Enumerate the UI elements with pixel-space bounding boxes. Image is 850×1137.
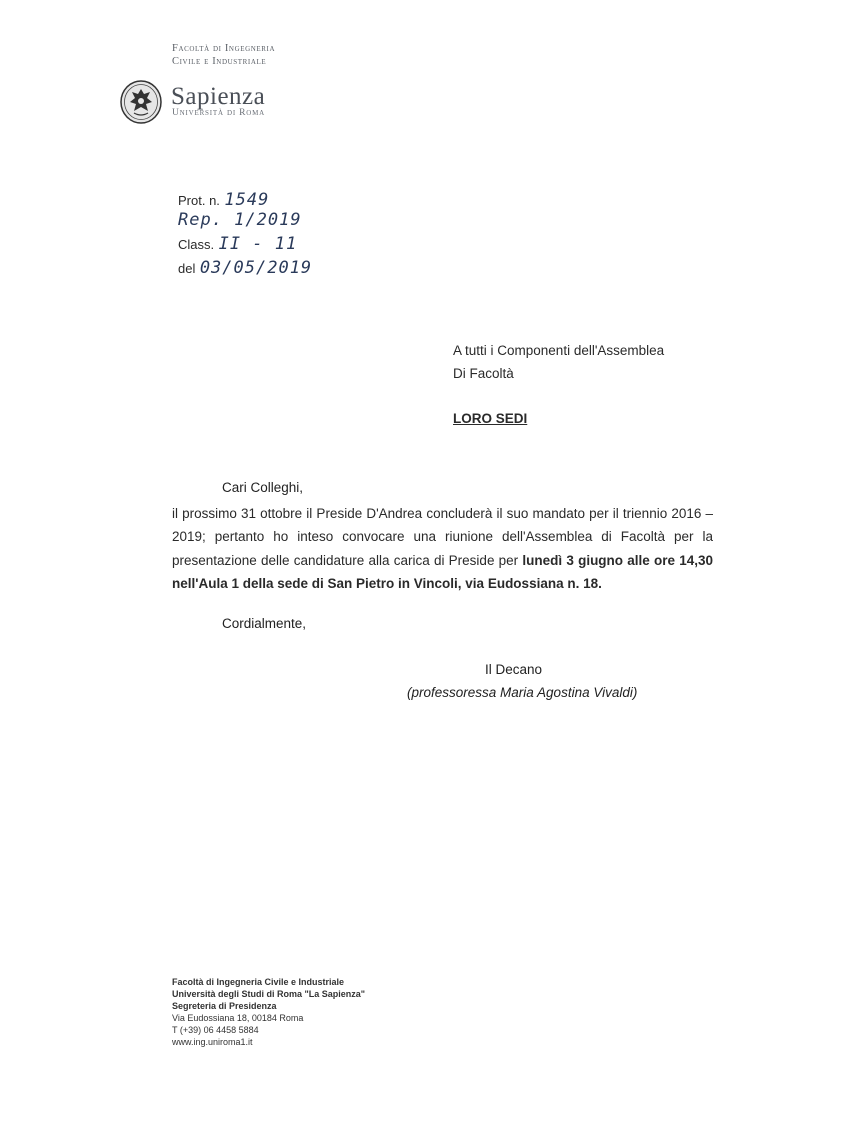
repertorio-value: Rep. 1/2019 bbox=[178, 210, 302, 230]
body-paragraph bbox=[172, 502, 713, 595]
protocol-label: Prot. n. bbox=[178, 193, 220, 208]
repertorio bbox=[178, 210, 302, 230]
footer-line5: T (+39) 06 4458 5884 bbox=[172, 1025, 259, 1035]
signature-title: Il Decano bbox=[485, 662, 543, 677]
faculty-name bbox=[172, 42, 275, 68]
signature-name: (professoressa Maria Agostina Vivaldi) bbox=[407, 685, 638, 700]
date-label: del bbox=[178, 261, 196, 276]
university-name: Sapienza bbox=[171, 83, 266, 110]
protocol-date bbox=[178, 258, 312, 278]
greeting: Cari Colleghi, bbox=[222, 480, 304, 495]
date-value: 03/05/2019 bbox=[199, 258, 313, 278]
footer-line2: Università degli Studi di Roma "La Sapienza" bbox=[172, 989, 366, 999]
class-value: II - 11 bbox=[218, 234, 298, 254]
protocol-number bbox=[178, 190, 269, 210]
footer-line1: Facoltà di Ingegneria Civile e Industriale bbox=[172, 977, 345, 987]
recipient-line2: Di Facoltà bbox=[453, 366, 514, 381]
footer-line3: Segreteria di Presidenza bbox=[172, 1001, 277, 1011]
sapienza-seal-icon bbox=[120, 80, 162, 124]
class-label: Class. bbox=[178, 237, 215, 252]
recipient-line1: A tutti i Componenti dell'Assemblea bbox=[453, 343, 665, 358]
footer-line4: Via Eudossiana 18, 00184 Roma bbox=[172, 1013, 304, 1023]
body-text: il prossimo 31 ottobre il Preside D'Andrea concluderà il suo mandato per il triennio 2016 – 2019; pertanto ho inteso convocare una riunione dell'Assemblea di Facoltà per la presentazione delle candidature alla carica di Preside per bbox=[172, 506, 713, 568]
faculty-name-line2: Civile e Industriale bbox=[172, 56, 267, 67]
closing: Cordialmente, bbox=[222, 616, 307, 631]
protocol-value: 1549 bbox=[224, 190, 270, 210]
body-text-bold: lunedì 3 giugno alle ore 14,30 nell'Aula 1 della sede di San Pietro in Vincoli, via Eudossiana n. 18. bbox=[172, 552, 713, 591]
classification bbox=[178, 234, 297, 254]
university-subtitle: Università di Roma bbox=[172, 108, 266, 118]
recipient-line3: LORO SEDI bbox=[453, 411, 528, 426]
faculty-name-line1: Facoltà di Ingegneria bbox=[172, 43, 276, 54]
footer-line6: www.ing.uniroma1.it bbox=[172, 1037, 253, 1047]
